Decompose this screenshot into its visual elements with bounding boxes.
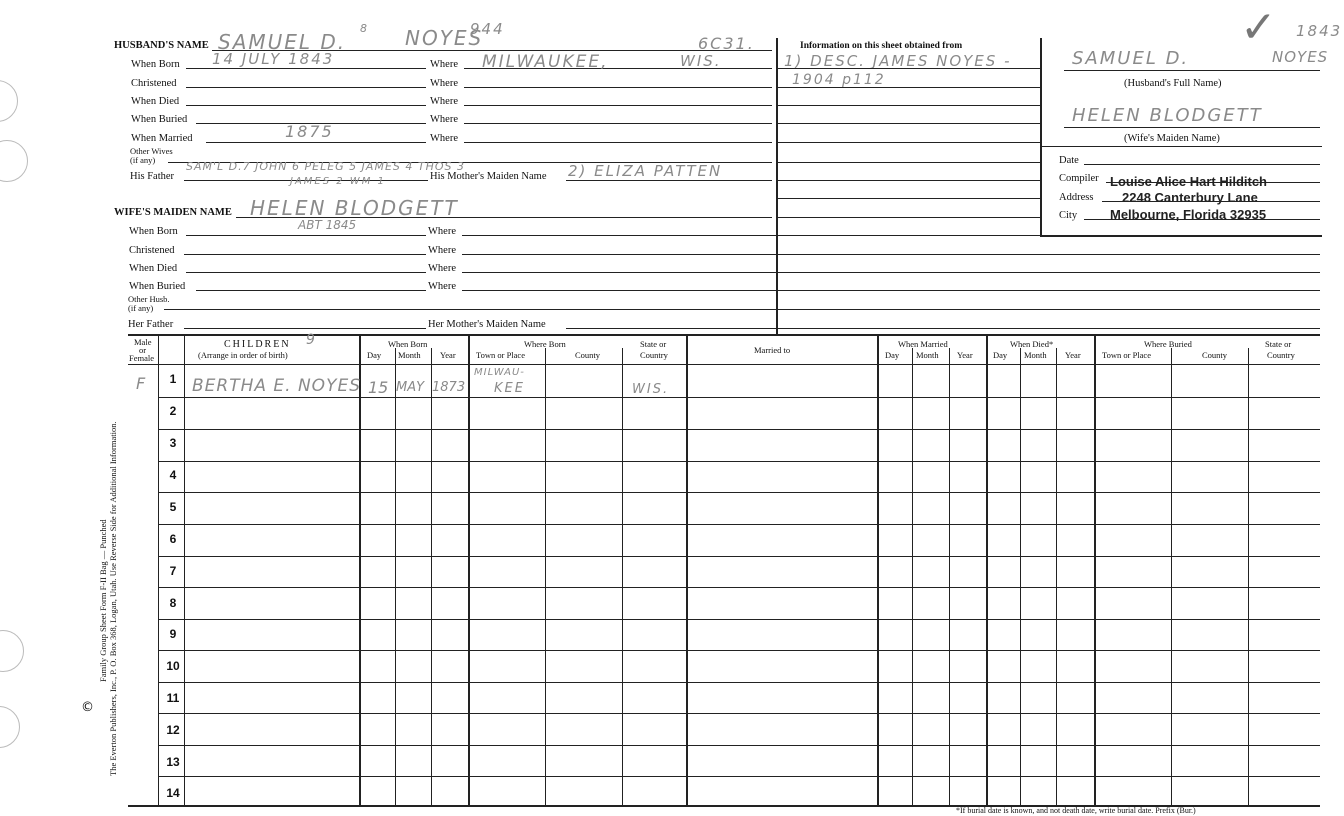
side-publisher-info: The Everton Publishers, Inc., P. O. Box 368, Logan, Utah. Use Reverse Side for Additional Information. (108, 421, 118, 776)
husband-born-where-value: MILWAUKEE, (482, 52, 609, 72)
husband-born-where-label: Where (430, 59, 458, 70)
row-number: 14 (166, 786, 180, 800)
th-sex-3: Female (129, 353, 155, 363)
th-buried-county: County (1202, 350, 1228, 360)
husband-born-label: When Born (131, 59, 180, 70)
wife-mother-label: Her Mother's Maiden Name (428, 319, 546, 330)
summary-wife-name: HELEN BLODGETT (1072, 105, 1263, 126)
child-1-born-day: 15 (368, 378, 389, 397)
summary-husband-surname: NOYES (1272, 48, 1329, 66)
husband-died-label: When Died (131, 96, 180, 107)
th-born-month: Month (398, 350, 421, 360)
husband-born-value: 14 JULY 1843 (212, 50, 335, 68)
info-source-line-1: 1) DESC. JAMES NOYES - (784, 52, 1012, 70)
row-number: 11 (166, 691, 180, 705)
row-number: 3 (169, 436, 177, 450)
husband-married-where-label: Where (430, 133, 458, 144)
binder-hole-4 (0, 706, 20, 748)
th-born-state-2: Country (640, 350, 668, 360)
husband-mother-value: 2) ELIZA PATTEN (568, 162, 723, 180)
th-married-month: Month (916, 350, 939, 360)
child-1-sex: F (136, 374, 148, 393)
th-where-born: Where Born (524, 339, 566, 349)
th-died-month: Month (1024, 350, 1047, 360)
husband-surname-value: NOYES (405, 26, 484, 50)
wife-name-value: HELEN BLODGETT (250, 196, 459, 220)
row-number: 7 (169, 564, 177, 578)
husband-other-wives-sub: (if any) (130, 155, 156, 165)
row-number: 5 (169, 500, 177, 514)
th-sex-2: or (139, 345, 147, 355)
th-married-day: Day (885, 350, 900, 360)
child-1-born-year: 1873 (432, 380, 466, 395)
summary-city-value: Melbourne, Florida 32935 (1110, 207, 1267, 222)
husband-buried-where-label: Where (430, 114, 458, 125)
wife-buried-label: When Buried (129, 281, 186, 292)
husband-father-value: SAM'L D.7 JOHN 6 PELEG 5 JAMES 4 THOS 3 (186, 160, 465, 173)
th-died-year: Year (1065, 350, 1081, 360)
th-when-born: When Born (388, 339, 428, 349)
husband-father-value-2: JAMES 2 WM 1 (290, 176, 386, 187)
binder-hole-2 (0, 140, 28, 182)
th-born-day: Day (367, 350, 382, 360)
husband-born-state-value: WIS. (680, 52, 722, 70)
husband-other-wives-label: Other Wives (130, 146, 173, 156)
copyright-icon: © (81, 700, 94, 715)
wife-buried-where-label: Where (428, 281, 456, 292)
husband-name-value: SAMUEL D. (218, 30, 347, 54)
summary-address-label: Address (1059, 192, 1094, 203)
summary-year: 1843 (1296, 22, 1343, 40)
husband-ref-code: 6C31. (698, 34, 755, 53)
th-when-married: When Married (898, 339, 948, 349)
th-married-year: Year (957, 350, 973, 360)
th-where-buried: Where Buried (1144, 339, 1192, 349)
wife-christened-label: Christened (129, 245, 175, 256)
row-number: 13 (166, 755, 180, 769)
row-number: 8 (169, 596, 177, 610)
husband-generation-mark: 8 (360, 22, 369, 35)
summary-wife-caption: (Wife's Maiden Name) (1124, 133, 1220, 144)
child-1-name: BERTHA E. NOYES (192, 376, 361, 396)
binder-hole-3 (0, 630, 24, 672)
summary-husband-name: SAMUEL D. (1072, 48, 1190, 69)
row-number: 6 (169, 532, 177, 546)
child-1-born-town-1: MILWAU- (474, 367, 525, 378)
wife-born-label: When Born (129, 226, 178, 237)
child-1-born-month: MAY (396, 380, 425, 395)
wife-name-label: WIFE'S MAIDEN NAME (114, 207, 232, 218)
row-number: 2 (169, 404, 177, 418)
th-married-to: Married to (754, 345, 791, 355)
info-source-line-2: 1904 p112 (792, 72, 886, 88)
husband-mother-label: His Mother's Maiden Name (430, 171, 547, 182)
wife-other-husb-label: Other Husb. (128, 294, 170, 304)
husband-died-where-label: Where (430, 96, 458, 107)
wife-born-where-label: Where (428, 226, 456, 237)
husband-father-label: His Father (130, 171, 175, 182)
wife-born-value: ABT 1845 (298, 218, 357, 232)
th-children: CHILDREN (224, 339, 291, 350)
th-buried-state-1: State or (1265, 339, 1292, 349)
th-when-died: When Died* (1010, 339, 1054, 349)
th-children-count: 9 (306, 332, 317, 348)
husband-buried-label: When Buried (131, 114, 188, 125)
info-header: Information on this sheet obtained from (800, 41, 963, 51)
wife-father-label: Her Father (128, 319, 174, 330)
child-1-born-state: WIS. (632, 382, 670, 397)
husband-married-label: When Married (131, 133, 193, 144)
th-born-year: Year (440, 350, 456, 360)
binder-hole-1 (0, 80, 18, 122)
summary-husband-caption: (Husband's Full Name) (1124, 78, 1222, 89)
check-mark-icon: ✓ (1240, 2, 1279, 53)
wife-died-where-label: Where (428, 263, 456, 274)
husband-christened-where-label: Where (430, 78, 458, 89)
th-died-day: Day (993, 350, 1008, 360)
th-buried-town: Town or Place (1102, 350, 1151, 360)
row-number: 12 (166, 723, 180, 737)
husband-married-value: 1875 (285, 122, 334, 141)
th-born-state-1: State or (640, 339, 667, 349)
husband-name-label: HUSBAND'S NAME (114, 40, 209, 51)
summary-compiler-value: Louise Alice Hart Hilditch (1110, 174, 1267, 189)
footer-burial-note: *If burial date is known, and not death date, write burial date. Prefix (Bur.) (956, 806, 1196, 815)
th-children-sub: (Arrange in order of birth) (198, 350, 288, 360)
th-born-town: Town or Place (476, 350, 525, 360)
side-form-title: Family Group Sheet Form F-II Bag — Punched (98, 519, 108, 682)
wife-died-label: When Died (129, 263, 178, 274)
summary-compiler-label: Compiler (1059, 173, 1099, 184)
th-sex-1: Male (134, 337, 152, 347)
th-born-county: County (575, 350, 601, 360)
wife-christened-where-label: Where (428, 245, 456, 256)
child-1-born-town-2: KEE (494, 381, 525, 396)
summary-address-value: 2248 Canterbury Lane (1122, 190, 1258, 205)
husband-christened-label: Christened (131, 78, 177, 89)
row-number: 10 (166, 659, 180, 673)
summary-city-label: City (1059, 210, 1078, 221)
row-number: 1 (169, 372, 177, 386)
th-buried-state-2: Country (1267, 350, 1295, 360)
row-number: 4 (169, 468, 177, 482)
wife-other-husb-sub: (if any) (128, 303, 154, 313)
summary-date-label: Date (1059, 155, 1079, 166)
row-number: 9 (169, 627, 177, 641)
husband-ref-number: 944 (470, 20, 505, 38)
